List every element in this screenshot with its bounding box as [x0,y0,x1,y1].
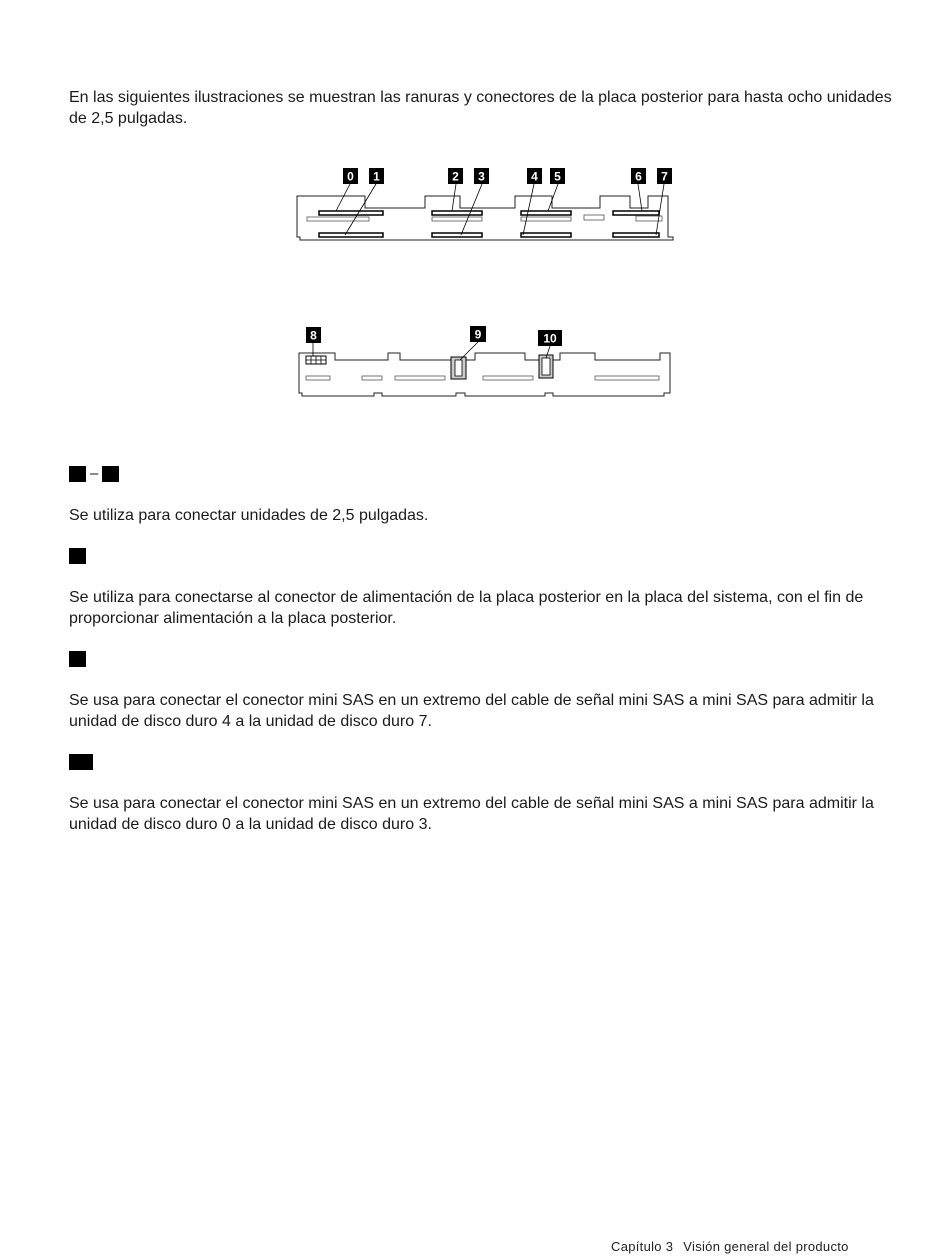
svg-text:10: 10 [543,331,557,346]
svg-text:7: 7 [661,169,668,184]
callout-marker [102,466,119,482]
svg-text:2: 2 [452,169,459,184]
callout-heading [69,754,93,770]
intro-paragraph: En las siguientes ilustraciones se muestran las ranuras y conectores de la placa posterior para hasta ocho unidades de 2,5 pulgadas. [69,89,892,127]
svg-text:6: 6 [635,169,642,184]
svg-text:9: 9 [474,327,482,342]
drive-connector [613,233,659,237]
drive-connector [432,211,482,215]
page-footer [611,1239,849,1254]
range-separator: – [90,465,99,482]
callout-label [527,168,542,184]
drive-connector [432,233,482,237]
callout-label [657,168,672,184]
callout-label [474,168,489,184]
callout-label [343,168,358,184]
mini-sas-connector-10 [539,355,553,378]
callout-label [550,168,565,184]
svg-text:4: 4 [531,169,538,184]
callout-label [631,168,646,184]
callout-heading [69,548,86,564]
section-text: Se utiliza para conectarse al conector de alimentación de la placa posterior en la placa del sistema, con el fin de proporcionar alimentación a la placa posterior. [69,589,864,627]
svg-text:0: 0 [347,169,354,184]
callout-label [306,327,321,343]
drive-connector [319,211,383,215]
callout-heading-range [69,466,119,482]
drive-connector [613,211,659,215]
svg-text:5: 5 [554,169,561,184]
section-text: Se usa para conectar el conector mini SAS en un extremo del cable de señal mini SAS a mini SAS para admitir la unidad de disco duro 4 a la unidad de disco duro 7. [69,692,874,730]
footer-title: Visión general del producto [683,1239,849,1254]
backplane-front-illustration [290,160,680,250]
callout-label [448,168,463,184]
section-text: Se usa para conectar el conector mini SAS en un extremo del cable de señal mini SAS a mini SAS para admitir la unidad de disco duro 0 a la unidad de disco duro 3. [69,795,874,833]
callout-marker [69,651,86,667]
callout-label [369,168,384,184]
footer-chapter: Capítulo 3 [611,1239,674,1254]
backplane-rear-illustration [290,320,680,405]
drive-connector [319,233,383,237]
mini-sas-connector-9 [451,357,466,379]
callout-marker [69,548,86,564]
svg-text:1: 1 [373,169,380,184]
drive-connector [521,211,571,215]
svg-text:8: 8 [310,328,317,343]
drive-connector [521,233,571,237]
section-text: Se utiliza para conectar unidades de 2,5 pulgadas. [69,507,429,524]
callout-label [538,330,562,346]
callout-marker [69,754,93,770]
callout-label [470,326,486,342]
power-connector [306,356,326,364]
callout-heading [69,651,86,667]
svg-text:3: 3 [478,169,485,184]
callout-marker [69,466,86,482]
